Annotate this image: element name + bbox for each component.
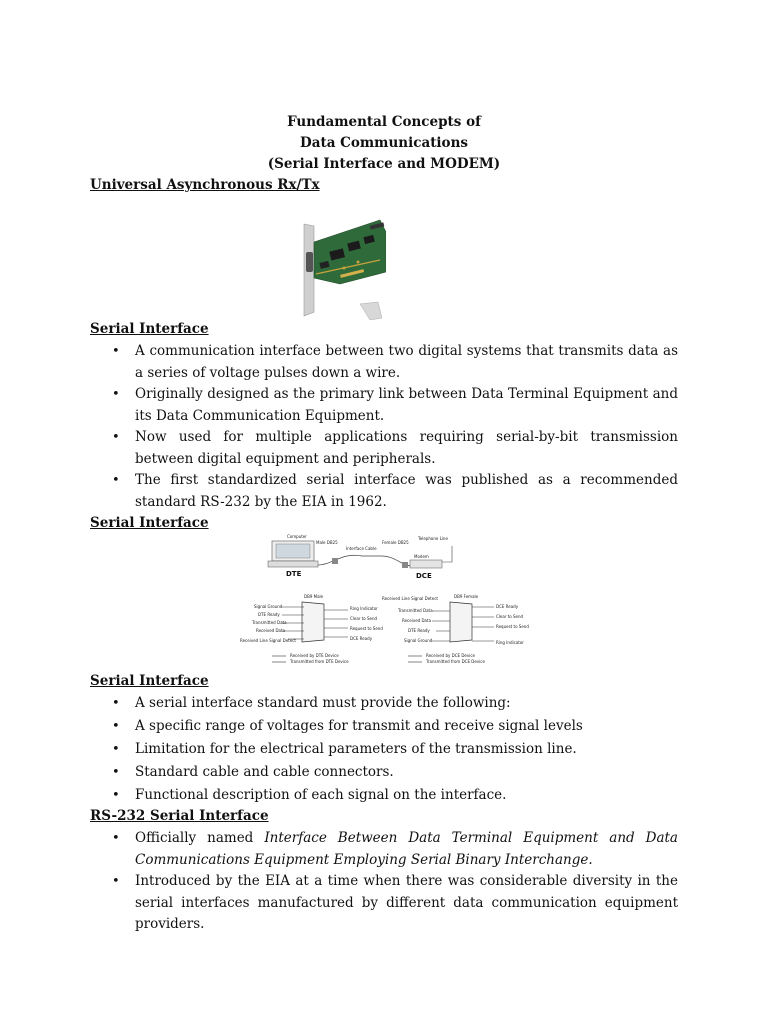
- signal-label: Transmitted Data: [398, 608, 433, 613]
- bullet-glyph: •: [112, 831, 120, 846]
- doc-title-line-1: Fundamental Concepts of: [287, 114, 481, 130]
- serial-interface-bullet-list-3: [90, 693, 678, 808]
- signal-label: Clear to Send: [496, 614, 524, 619]
- heading-uart: Universal Asynchronous Rx/Tx: [90, 177, 320, 193]
- signal-label: DTE Ready: [258, 612, 280, 617]
- signal-label: DCE Ready: [350, 636, 373, 641]
- bullet-glyph: •: [112, 430, 120, 445]
- legend-item: Received by DTE Device: [290, 653, 339, 658]
- heading-serial-interface-3: Serial Interface: [90, 673, 209, 689]
- signal-label: Received Data: [256, 628, 286, 633]
- bullet-glyph: •: [112, 719, 120, 734]
- signal-label: Ring Indicator: [496, 640, 524, 645]
- signal-label: Signal Ground: [254, 604, 283, 609]
- signal-label: DCE Ready: [496, 604, 519, 609]
- signal-label: Received Line Signal Detect: [240, 638, 296, 643]
- list-item: • Introduced by the EIA at a time when there was considerable diversity in the serial interfaces manufactured by different data communication equipment providers.: [112, 873, 678, 932]
- signal-label: Ring Indicator: [350, 606, 378, 611]
- list-item: • Originally designed as the primary link between Data Terminal Equipment and its Data Communication Equipment.: [112, 386, 678, 424]
- heading-serial-interface-2: Serial Interface: [90, 515, 209, 531]
- doc-title-line-3: (Serial Interface and MODEM): [267, 156, 501, 172]
- serial-connection-diagram: [232, 532, 536, 668]
- list-item: • A serial interface standard must provide the following:: [90, 693, 678, 715]
- heading-rs232: RS-232 Serial Interface: [90, 808, 269, 824]
- list-item: • Functional description of each signal on the interface.: [90, 785, 678, 807]
- signal-label: DTE Ready: [408, 628, 430, 633]
- list-item: • Now used for multiple applications requiring serial-by-bit transmission between digital equipment and peripherals.: [112, 429, 678, 467]
- bullet-glyph: •: [112, 788, 120, 803]
- modem-label: Modem: [414, 554, 429, 559]
- bullet-glyph: •: [112, 344, 120, 359]
- bullet-glyph: •: [112, 874, 120, 889]
- doc-title-line-2: Data Communications: [300, 135, 468, 151]
- dte-label: DTE: [286, 570, 302, 578]
- interface-cable-label: Interface Cable: [346, 546, 377, 551]
- signal-label: Received Line Signal Detect: [382, 596, 438, 601]
- list-item: • Officially named Interface Between Data Terminal Equipment and Data Communications Equipment Employing Serial Binary Interchange.: [112, 830, 678, 868]
- bullet-glyph: •: [112, 696, 120, 711]
- list-item: • Limitation for the electrical parameters of the transmission line.: [90, 739, 678, 761]
- female-plug-label: Female DB25: [382, 540, 409, 545]
- dce-label: DCE: [416, 572, 432, 580]
- signal-label: Signal Ground: [404, 638, 433, 643]
- list-item: • A communication interface between two digital systems that transmits data as a series of voltage pulses down a wire.: [112, 343, 678, 381]
- list-item: • The first standardized serial interface was published as a recommended standard RS-232 by the EIA in 1962.: [112, 472, 678, 510]
- signal-label: Request to Send: [350, 626, 383, 631]
- male-plug-label: Male DB25: [316, 540, 338, 545]
- signal-label: Clear to Send: [350, 616, 378, 621]
- serial-card-image: [300, 212, 386, 320]
- heading-serial-interface-1: Serial Interface: [90, 321, 209, 337]
- serial-interface-bullet-list-1: [90, 341, 678, 513]
- list-item: • A specific range of voltages for transmit and receive signal levels: [90, 716, 678, 738]
- telephone-line-label: Telephone Line: [418, 536, 448, 541]
- db9-male-label: DB9 Male: [304, 594, 324, 599]
- bullet-glyph: •: [112, 387, 120, 402]
- legend-item: Received by DCE Device: [426, 653, 475, 658]
- signal-label: Request to Send: [496, 624, 529, 629]
- bullet-glyph: •: [112, 742, 120, 757]
- bullet-glyph: •: [112, 473, 120, 488]
- list-item: • Standard cable and cable connectors.: [90, 762, 678, 784]
- legend-item: Transmitted from DTE Device: [290, 659, 349, 664]
- signal-label: Transmitted Data: [252, 620, 287, 625]
- bullet-glyph: •: [112, 765, 120, 780]
- signal-label: Received Data: [402, 618, 432, 623]
- db9-female-label: DB9 Female: [454, 594, 479, 599]
- computer-label: Computer: [287, 534, 307, 539]
- rs232-bullet-list: [90, 828, 678, 936]
- legend-item: Transmitted from DCE Device: [426, 659, 485, 664]
